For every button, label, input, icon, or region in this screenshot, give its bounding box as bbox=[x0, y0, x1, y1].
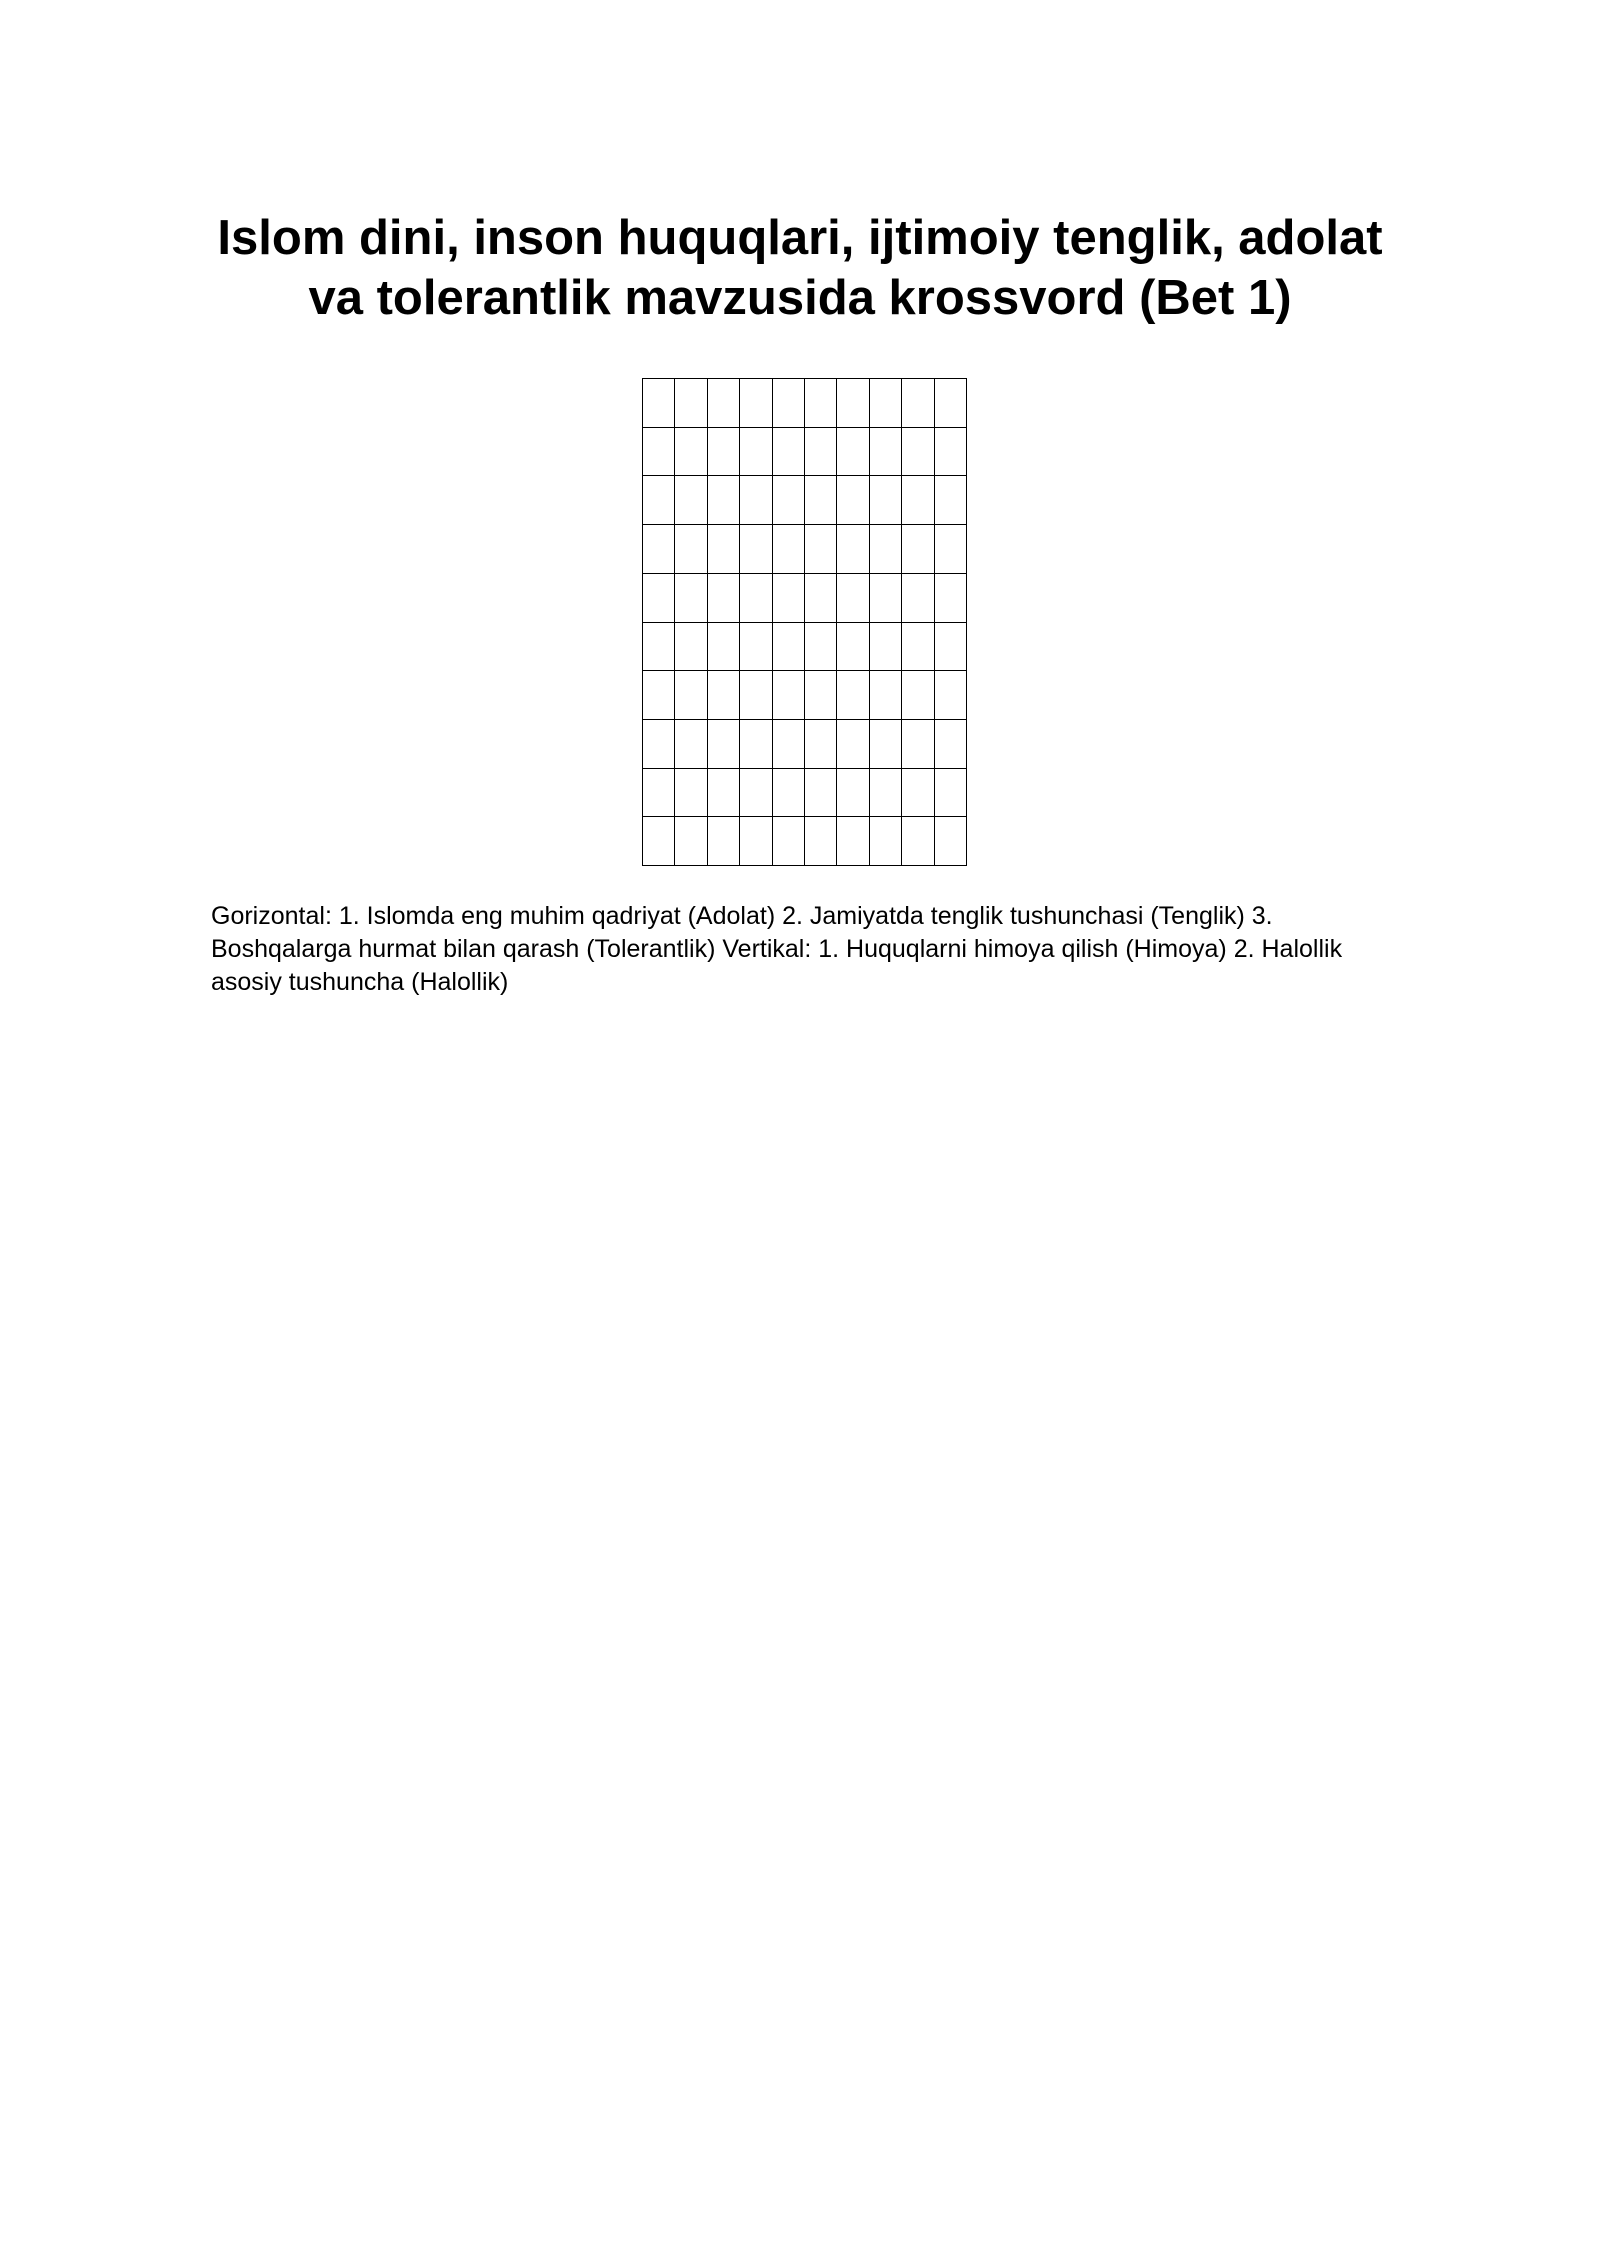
crossword-cell[interactable] bbox=[675, 720, 707, 769]
crossword-cell[interactable] bbox=[643, 525, 675, 574]
crossword-cell[interactable] bbox=[805, 817, 837, 866]
crossword-cell[interactable] bbox=[870, 769, 902, 818]
crossword-cell[interactable] bbox=[708, 428, 740, 477]
crossword-cell[interactable] bbox=[740, 574, 772, 623]
crossword-cell[interactable] bbox=[870, 428, 902, 477]
crossword-cell[interactable] bbox=[837, 428, 869, 477]
crossword-cell[interactable] bbox=[805, 623, 837, 672]
crossword-cell[interactable] bbox=[643, 623, 675, 672]
crossword-cell[interactable] bbox=[708, 574, 740, 623]
crossword-cell[interactable] bbox=[773, 379, 805, 428]
crossword-cell[interactable] bbox=[740, 379, 772, 428]
crossword-cell[interactable] bbox=[773, 720, 805, 769]
crossword-cell[interactable] bbox=[740, 428, 772, 477]
crossword-cell[interactable] bbox=[740, 720, 772, 769]
crossword-cell[interactable] bbox=[902, 671, 934, 720]
crossword-cell[interactable] bbox=[837, 574, 869, 623]
crossword-cell[interactable] bbox=[740, 817, 772, 866]
crossword-cell[interactable] bbox=[902, 623, 934, 672]
crossword-cell[interactable] bbox=[870, 379, 902, 428]
crossword-cell[interactable] bbox=[902, 379, 934, 428]
crossword-cell[interactable] bbox=[643, 428, 675, 477]
crossword-cell[interactable] bbox=[708, 379, 740, 428]
crossword-cell[interactable] bbox=[773, 623, 805, 672]
crossword-cell[interactable] bbox=[643, 720, 675, 769]
crossword-cell[interactable] bbox=[708, 525, 740, 574]
crossword-cell[interactable] bbox=[837, 769, 869, 818]
crossword-cell[interactable] bbox=[805, 720, 837, 769]
crossword-cell[interactable] bbox=[902, 525, 934, 574]
crossword-grid bbox=[642, 378, 967, 866]
crossword-cell[interactable] bbox=[902, 720, 934, 769]
crossword-cell[interactable] bbox=[675, 769, 707, 818]
crossword-cell[interactable] bbox=[740, 623, 772, 672]
crossword-cell[interactable] bbox=[935, 428, 967, 477]
crossword-cell[interactable] bbox=[870, 720, 902, 769]
crossword-cell[interactable] bbox=[805, 574, 837, 623]
crossword-cell[interactable] bbox=[902, 428, 934, 477]
crossword-cell[interactable] bbox=[773, 574, 805, 623]
crossword-cell[interactable] bbox=[870, 817, 902, 866]
crossword-cell[interactable] bbox=[805, 476, 837, 525]
crossword-cell[interactable] bbox=[935, 623, 967, 672]
crossword-cell[interactable] bbox=[902, 769, 934, 818]
crossword-cell[interactable] bbox=[675, 671, 707, 720]
crossword-cell[interactable] bbox=[643, 671, 675, 720]
crossword-cell[interactable] bbox=[902, 574, 934, 623]
crossword-cell[interactable] bbox=[675, 817, 707, 866]
crossword-cell[interactable] bbox=[643, 574, 675, 623]
crossword-cell[interactable] bbox=[675, 428, 707, 477]
crossword-cell[interactable] bbox=[675, 476, 707, 525]
crossword-cell[interactable] bbox=[935, 769, 967, 818]
crossword-cell[interactable] bbox=[708, 671, 740, 720]
crossword-cell[interactable] bbox=[708, 817, 740, 866]
crossword-cell[interactable] bbox=[740, 671, 772, 720]
crossword-cell[interactable] bbox=[740, 525, 772, 574]
crossword-cell[interactable] bbox=[643, 476, 675, 525]
crossword-cell[interactable] bbox=[837, 525, 869, 574]
crossword-cell[interactable] bbox=[935, 476, 967, 525]
crossword-cell[interactable] bbox=[805, 769, 837, 818]
crossword-cell[interactable] bbox=[837, 379, 869, 428]
crossword-cell[interactable] bbox=[935, 817, 967, 866]
crossword-cell[interactable] bbox=[870, 623, 902, 672]
crossword-cell[interactable] bbox=[935, 720, 967, 769]
crossword-cell[interactable] bbox=[837, 476, 869, 525]
crossword-cell[interactable] bbox=[708, 623, 740, 672]
crossword-cell[interactable] bbox=[805, 379, 837, 428]
crossword-cell[interactable] bbox=[773, 671, 805, 720]
crossword-cell[interactable] bbox=[708, 720, 740, 769]
crossword-cell[interactable] bbox=[935, 525, 967, 574]
title-line-2: va tolerantlik mavzusida krossvord (Bet 1) bbox=[308, 271, 1292, 325]
crossword-cell[interactable] bbox=[935, 671, 967, 720]
crossword-cell[interactable] bbox=[773, 525, 805, 574]
crossword-cell[interactable] bbox=[740, 476, 772, 525]
crossword-cell[interactable] bbox=[643, 769, 675, 818]
crossword-cell[interactable] bbox=[643, 817, 675, 866]
crossword-cell[interactable] bbox=[870, 476, 902, 525]
crossword-cell[interactable] bbox=[708, 769, 740, 818]
crossword-cell[interactable] bbox=[773, 769, 805, 818]
crossword-cell[interactable] bbox=[675, 623, 707, 672]
crossword-cell[interactable] bbox=[675, 525, 707, 574]
crossword-cell[interactable] bbox=[805, 428, 837, 477]
crossword-cell[interactable] bbox=[870, 525, 902, 574]
crossword-cell[interactable] bbox=[805, 525, 837, 574]
crossword-cell[interactable] bbox=[773, 476, 805, 525]
crossword-cell[interactable] bbox=[643, 379, 675, 428]
crossword-cell[interactable] bbox=[870, 671, 902, 720]
crossword-cell[interactable] bbox=[935, 379, 967, 428]
crossword-cell[interactable] bbox=[773, 817, 805, 866]
crossword-clues: Gorizontal: 1. Islomda eng muhim qadriyat (Adolat) 2. Jamiyatda tenglik tushunchasi (Tenglik) 3. Boshqalarga hurmat bilan qarash (Tolerantlik) Vertikal: 1. Huquqlarni himoya qilish (Himoya) 2. Halollik asosiy tushuncha (Halollik) bbox=[211, 902, 1343, 996]
crossword-cell[interactable] bbox=[675, 379, 707, 428]
crossword-cell[interactable] bbox=[837, 720, 869, 769]
crossword-cell[interactable] bbox=[837, 623, 869, 672]
crossword-cell[interactable] bbox=[902, 817, 934, 866]
crossword-cell[interactable] bbox=[708, 476, 740, 525]
crossword-cell[interactable] bbox=[740, 769, 772, 818]
crossword-cell[interactable] bbox=[837, 817, 869, 866]
crossword-cell[interactable] bbox=[870, 574, 902, 623]
page-title bbox=[200, 208, 1400, 328]
crossword-cell[interactable] bbox=[935, 574, 967, 623]
crossword-cell[interactable] bbox=[837, 671, 869, 720]
crossword-cell[interactable] bbox=[773, 428, 805, 477]
crossword-cell[interactable] bbox=[675, 574, 707, 623]
crossword-cell[interactable] bbox=[902, 476, 934, 525]
title-line-1: Islom dini, inson huquqlari, ijtimoiy tenglik, adolat bbox=[217, 211, 1383, 265]
crossword-cell[interactable] bbox=[805, 671, 837, 720]
